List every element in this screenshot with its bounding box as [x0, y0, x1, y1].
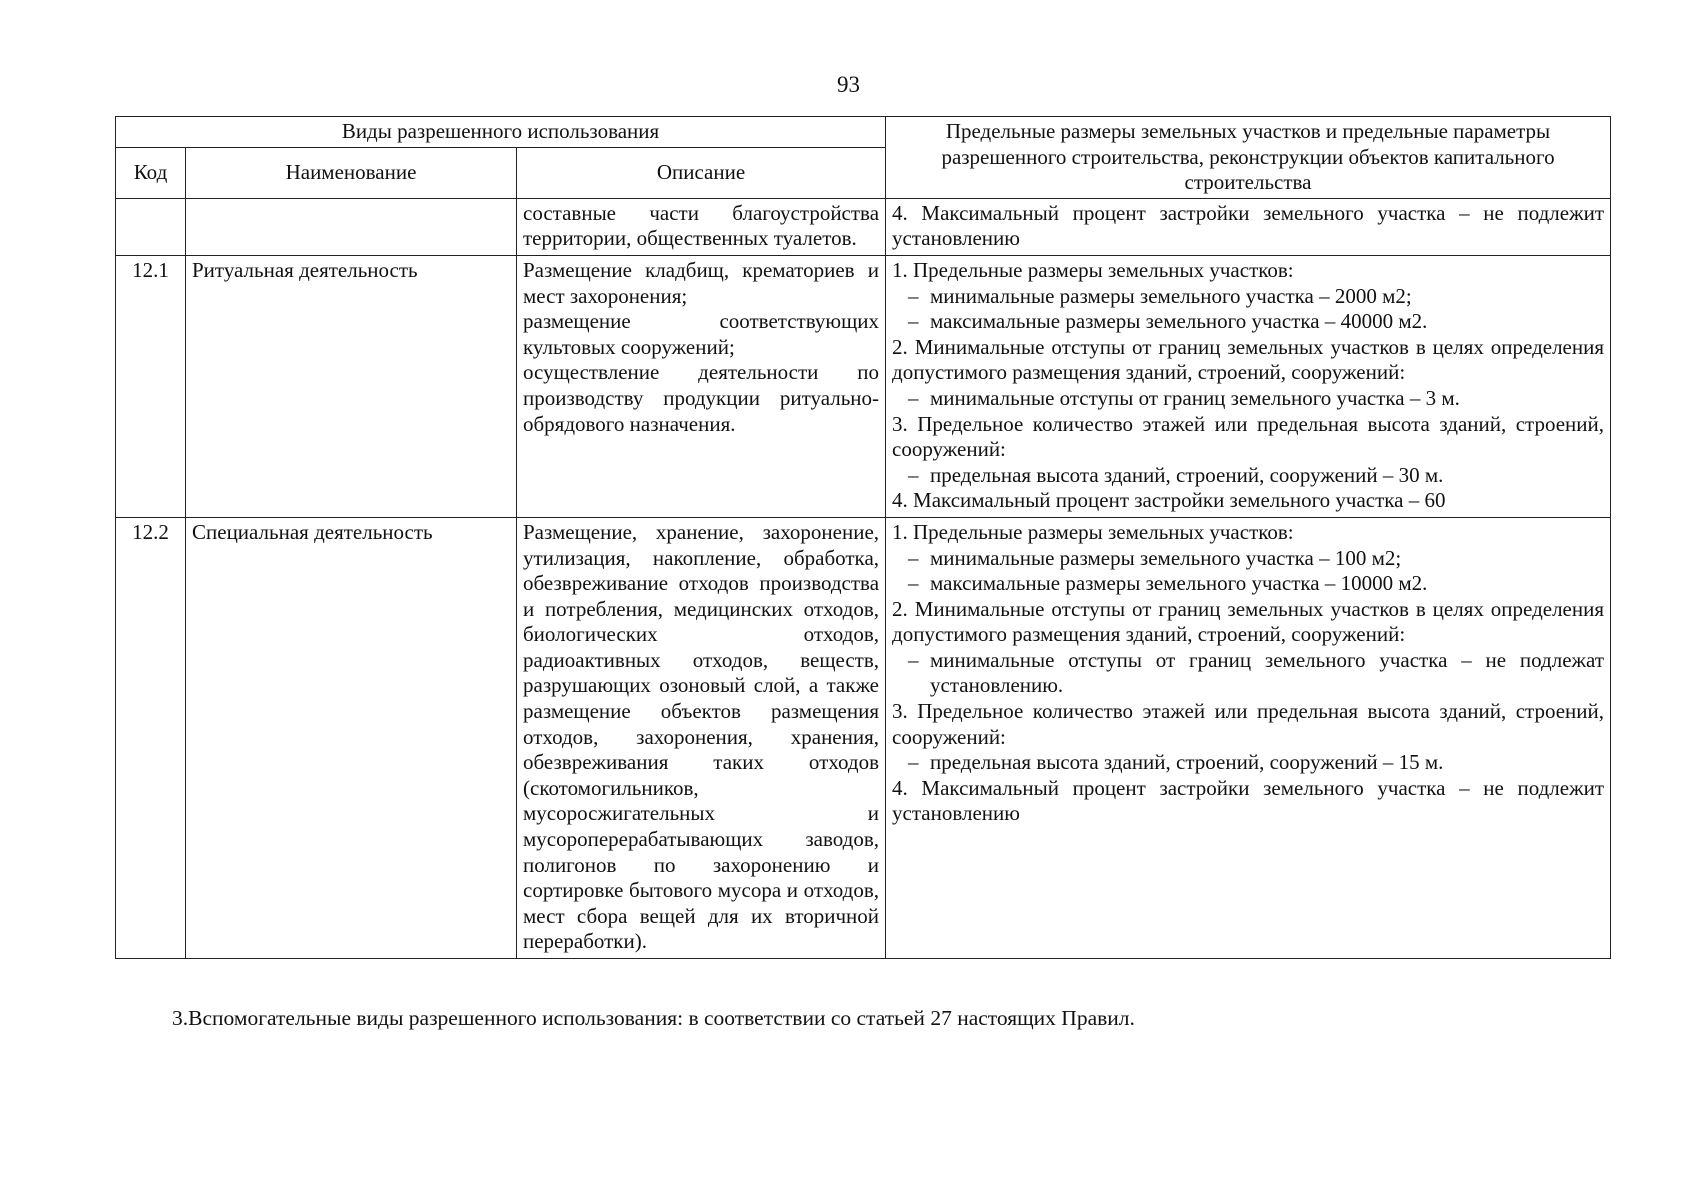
cell-description: составные части благоустройства территории, общественных туалетов. [517, 198, 886, 255]
description-paragraph: Размещение, хранение, захоронение, утилизация, накопление, обработка, обезвреживание отходов производства и потребления, медицинских отходов, биологических отходов, радиоактивных отходов, веществ, разрушающих озоновый слой, а также размещение объектов размещения отходов, захоронения, хранения, обезвреживания таких отходов (скотомогильников, мусоросжигательных и мусороперерабатывающих заводов, полигонов по захоронению и сортировке бытового мусора и отходов, мест сбора вещей для их вторичной переработки). [523, 519, 880, 954]
description-paragraph: Размещение кладбищ, крематориев и мест захоронения; [523, 257, 880, 308]
page-number: 93 [837, 72, 860, 97]
limits-dash-item: – минимальные размеры земельного участка – 2000 м2; [892, 284, 1604, 310]
limits-dash-item: – максимальные размеры земельного участка – 10000 м2. [892, 571, 1604, 597]
table-row-continuation [116, 198, 1611, 255]
header-code: Код [116, 147, 186, 198]
table-row [116, 255, 1611, 517]
cell-limits [886, 255, 1611, 517]
limits-dash-item: – максимальные размеры земельного участка – 40000 м2. [892, 309, 1604, 335]
header-limits: Предельные размеры земельных участков и предельные параметры разрешенного строительства, реконструкции объектов капитального строительства [886, 117, 1611, 199]
limits-dash-item: – минимальные отступы от границ земельного участка – 3 м. [892, 386, 1604, 412]
cell-name: Специальная деятельность [186, 517, 517, 958]
table-header-row-1 [116, 117, 1611, 148]
cell-code: 12.2 [116, 517, 186, 958]
cell-description [517, 255, 886, 517]
cell-code: 12.1 [116, 255, 186, 517]
limits-dash-item: – предельная высота зданий, строений, сооружений – 30 м. [892, 463, 1604, 489]
limits-paragraph: 3. Предельное количество этажей или предельная высота зданий, строений, сооружений: [892, 411, 1605, 462]
cell-limits: 4. Максимальный процент застройки земельного участка – не подлежит установлению [886, 198, 1611, 255]
limits-paragraph: 2. Минимальные отступы от границ земельных участков в целях определения допустимого размещения зданий, строений, сооружений: [892, 596, 1605, 647]
limits-paragraph: 4. Максимальный процент застройки земельного участка – не подлежит установлению [892, 775, 1605, 826]
description-paragraph: осуществление деятельности по производству продукции ритуально-обрядового назначения. [523, 360, 880, 436]
footer-note: 3.Вспомогательные виды разрешенного использования: в соответствии со статьей 27 настоящих Правил. [172, 1006, 1135, 1030]
permitted-use-table [115, 116, 1611, 959]
limits-paragraph: 2. Минимальные отступы от границ земельных участков в целях определения допустимого размещения зданий, строений, сооружений: [892, 334, 1605, 385]
description-paragraph: размещение соответствующих культовых сооружений; [523, 309, 880, 359]
header-name: Наименование [186, 147, 517, 198]
limits-paragraph: 1. Предельные размеры земельных участков: [892, 257, 1294, 282]
limits-dash-item: – предельная высота зданий, строений, сооружений – 15 м. [892, 750, 1604, 776]
limits-dash-item: – минимальные отступы от границ земельного участка – не подлежат установлению. [892, 648, 1604, 699]
limits-dash-item: – минимальные размеры земельного участка – 100 м2; [892, 546, 1604, 572]
limits-paragraph: 4. Максимальный процент застройки земельного участка – 60 [892, 488, 1446, 513]
limits-paragraph: 3. Предельное количество этажей или предельная высота зданий, строений, сооружений: [892, 699, 1605, 749]
cell-name [186, 198, 517, 255]
cell-limits [886, 517, 1611, 958]
limits-paragraph: 1. Предельные размеры земельных участков: [892, 519, 1294, 544]
cell-name: Ритуальная деятельность [186, 255, 517, 517]
header-group-title: Виды разрешенного использования [116, 117, 886, 148]
cell-description [517, 517, 886, 958]
header-description: Описание [517, 147, 886, 198]
table-row [116, 517, 1611, 958]
cell-code [116, 198, 186, 255]
